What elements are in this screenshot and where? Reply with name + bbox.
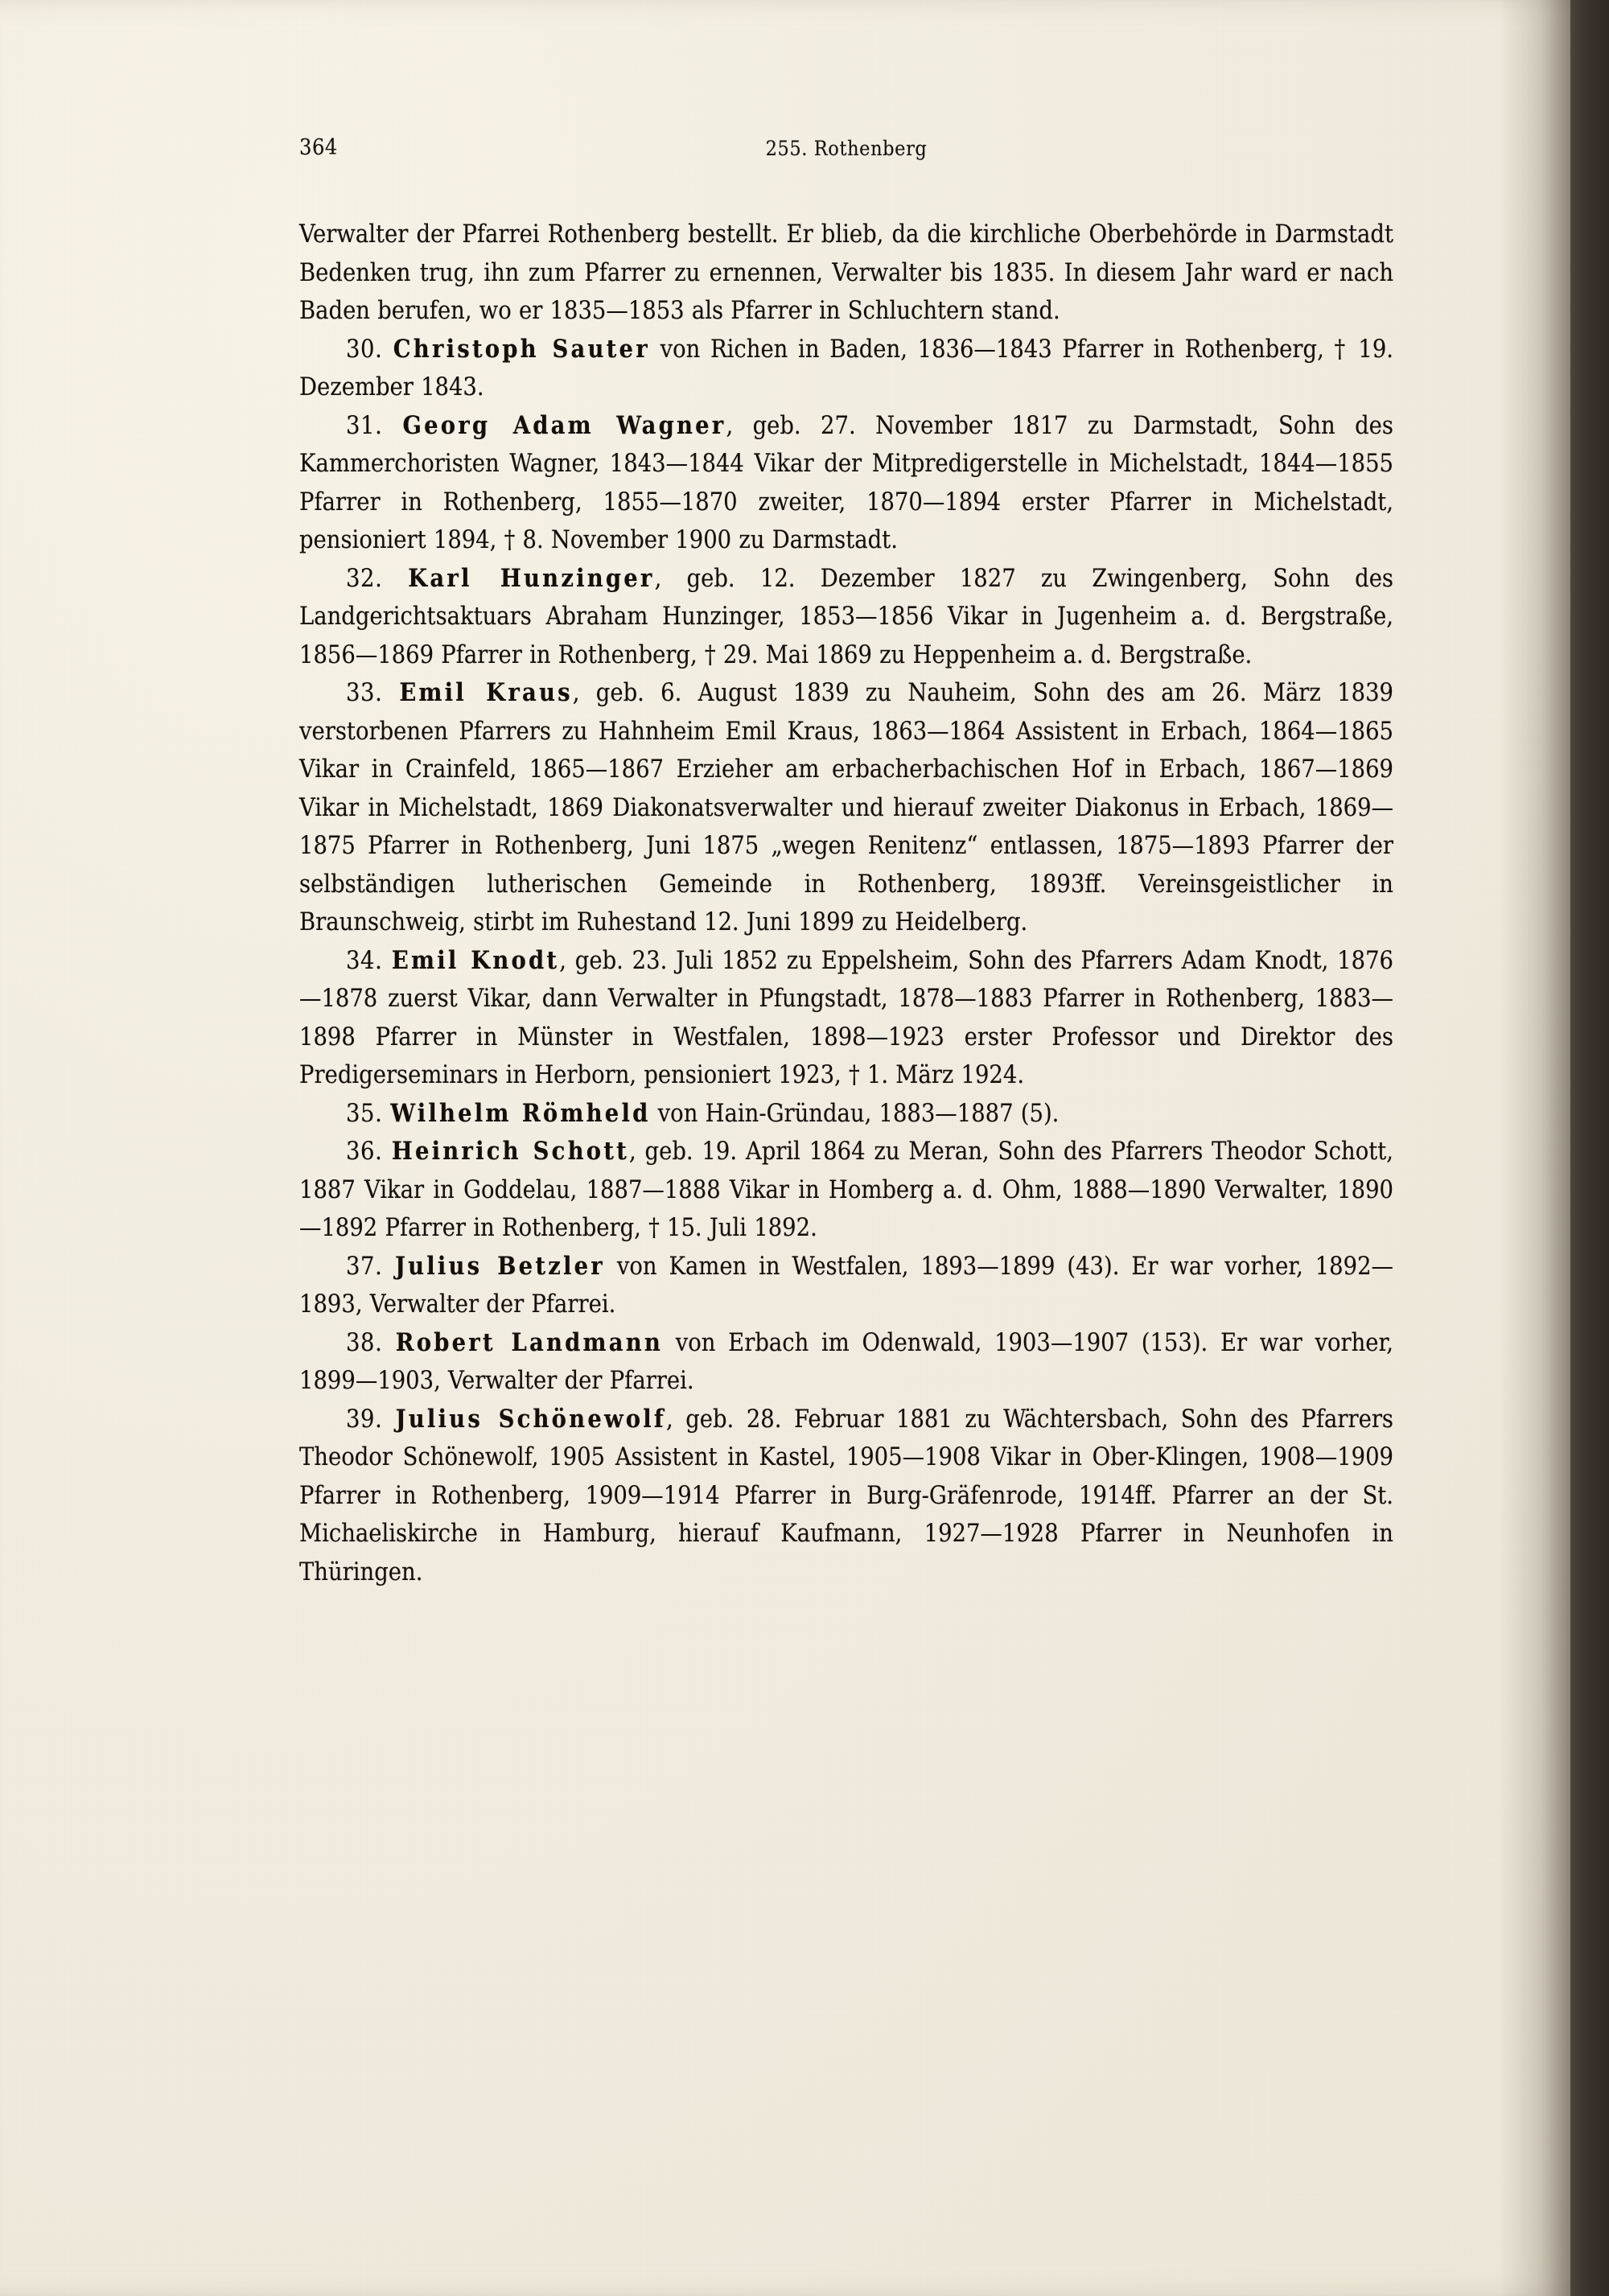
entry-body: , geb. 23. Juli 1852 zu Eppelsheim, Sohn des Pfarrers Adam Knodt, 1876—1878 zuerst Vikar, dann Verwalter in Pfungstadt, 1878—1883 Pfarrer in Rothenberg, 1883—1898 Pfarrer in Münster in Westfalen, 1898—1923 erster Professor und Direktor des Predigerseminars in Herborn, pensioniert 1923, † 1. März 1924.	[299, 946, 1393, 1089]
entry-person-name: Karl Hunzinger	[408, 563, 655, 593]
entry-person-name: Emil Kraus	[399, 678, 573, 707]
entry-person-name: Heinrich Schott	[391, 1137, 629, 1166]
entry-number: 36.	[346, 1138, 392, 1166]
entry-body: , geb. 12. Dezember 1827 zu Zwingenberg, Sohn des Landgerichtsaktuars Abraham Hunzinger, 1853—1856 Vikar in Jugenheim a. d. Bergstraße, 1856—1869 Pfarrer in Rothenberg, † 29. Mai 1869 zu Heppenheim a. d. Bergstraße.	[299, 564, 1393, 669]
entry-person-name: Julius Betzler	[394, 1251, 605, 1281]
entry-person-name: Georg Adam Wagner	[402, 410, 726, 440]
entry-body: von Erbach im Odenwald, 1903—1907 (153). Er war vorher, 1899—1903, Verwalter der Pfarrei.	[299, 1328, 1393, 1395]
entry-35	[299, 1095, 1393, 1134]
entry-38	[299, 1324, 1393, 1401]
entry-person-name: Robert Landmann	[395, 1327, 664, 1357]
entry-number: 38.	[346, 1328, 396, 1357]
entry-33	[299, 674, 1393, 942]
entry-body: von Richen in Baden, 1836—1843 Pfarrer in Rothenberg, † 19. Dezember 1843.	[299, 335, 1394, 401]
text-block	[299, 135, 1393, 1591]
entry-number: 33.	[346, 679, 400, 707]
running-title: 255. Rothenberg	[765, 137, 928, 160]
paragraph-continued: Verwalter der Pfarrei Rothenberg bestellt. Er blieb, da die kirchliche Oberbehörde in Darmstadt Bedenken trug, ihn zum Pfarrer zu ernennen, Verwalter bis 1835. In diesem Jahr ward er nach Baden berufen, wo er 1835—1853 als Pfarrer in Schluchtern stand.	[299, 220, 1393, 325]
entry-body: , geb. 19. April 1864 zu Meran, Sohn des Pfarrers Theodor Schott, 1887 Vikar in Goddelau, 1887—1888 Vikar in Homberg a. d. Ohm, 1888—1890 Verwalter, 1890—1892 Pfarrer in Rothenberg, † 15. Juli 1892.	[299, 1138, 1393, 1242]
entry-37	[299, 1248, 1393, 1324]
entry-31	[299, 407, 1393, 560]
entry-body: , geb. 28. Februar 1881 zu Wächtersbach, Sohn des Pfarrers Theodor Schönewolf, 1905 Assistent in Kastel, 1905—1908 Vikar in Ober-Klingen, 1908—1909 Pfarrer in Rothenberg, 1909—1914 Pfarrer in Burg-Gräfenrode, 1914ff. Pfarrer an der St. Michaeliskirche in Hamburg, hierauf Kaufmann, 1927—1928 Pfarrer in Neunhofen in Thüringen.	[299, 1405, 1394, 1586]
entry-32	[299, 560, 1393, 675]
entry-person-name: Emil Knodt	[391, 945, 560, 975]
entry-number: 32.	[346, 564, 409, 593]
entry-number: 35.	[346, 1099, 391, 1128]
entry-body: , geb. 6. August 1839 zu Nauheim, Sohn des am 26. März 1839 verstorbenen Pfarrers zu Hahnheim Emil Kraus, 1863—1864 Assistent in Erbach, 1864—1865 Vikar in Crainfeld, 1865—1867 Erzieher am erbacherbachischen Hof in Erbach, 1867—1869 Vikar in Michelstadt, 1869 Diakonatsverwalter und hierauf zweiter Diakonus in Erbach, 1869—1875 Pfarrer in Rothenberg, Juni 1875 „wegen Renitenz“ entlassen, 1875—1893 Pfarrer der selbständigen lutherischen Gemeinde in Rothenberg, 1893ff. Vereinsgeistlicher in Braunschweig, stirbt im Ruhestand 12. Juni 1899 zu Heidelberg.	[299, 679, 1393, 936]
entry-number: 31.	[346, 411, 403, 440]
entry-30	[299, 331, 1393, 407]
entry-body: von Hain-Gründau, 1883—1887 (5).	[650, 1099, 1060, 1128]
entry-39	[299, 1401, 1393, 1592]
entry-number: 34.	[346, 946, 392, 975]
entry-number: 37.	[346, 1252, 395, 1281]
page-edge-shadow	[1498, 0, 1570, 2296]
entry-person-name: Julius Schönewolf	[395, 1404, 666, 1434]
entry-34	[299, 942, 1393, 1095]
entry-number: 39.	[346, 1405, 396, 1434]
entry-number: 30.	[346, 335, 393, 364]
entry-person-name: Christoph Sauter	[393, 334, 650, 364]
entry-36	[299, 1133, 1393, 1248]
book-gutter	[1570, 0, 1609, 2296]
entry-body: , geb. 27. November 1817 zu Darmstadt, Sohn des Kammerchoristen Wagner, 1843—1844 Vikar der Mitpredigerstelle in Michelstadt, 1844—1855 Pfarrer in Rothenberg, 1855—1870 zweiter, 1870—1894 erster Pfarrer in Michelstadt, pensioniert 1894, † 8. November 1900 zu Darmstadt.	[299, 411, 1393, 554]
running-head	[299, 135, 1393, 174]
entry-body: von Kamen in Westfalen, 1893—1899 (43). Er war vorher, 1892—1893, Verwalter der Pfarrei.	[299, 1252, 1393, 1319]
page-number: 364	[299, 135, 338, 160]
entry-person-name: Wilhelm Römheld	[390, 1098, 651, 1128]
